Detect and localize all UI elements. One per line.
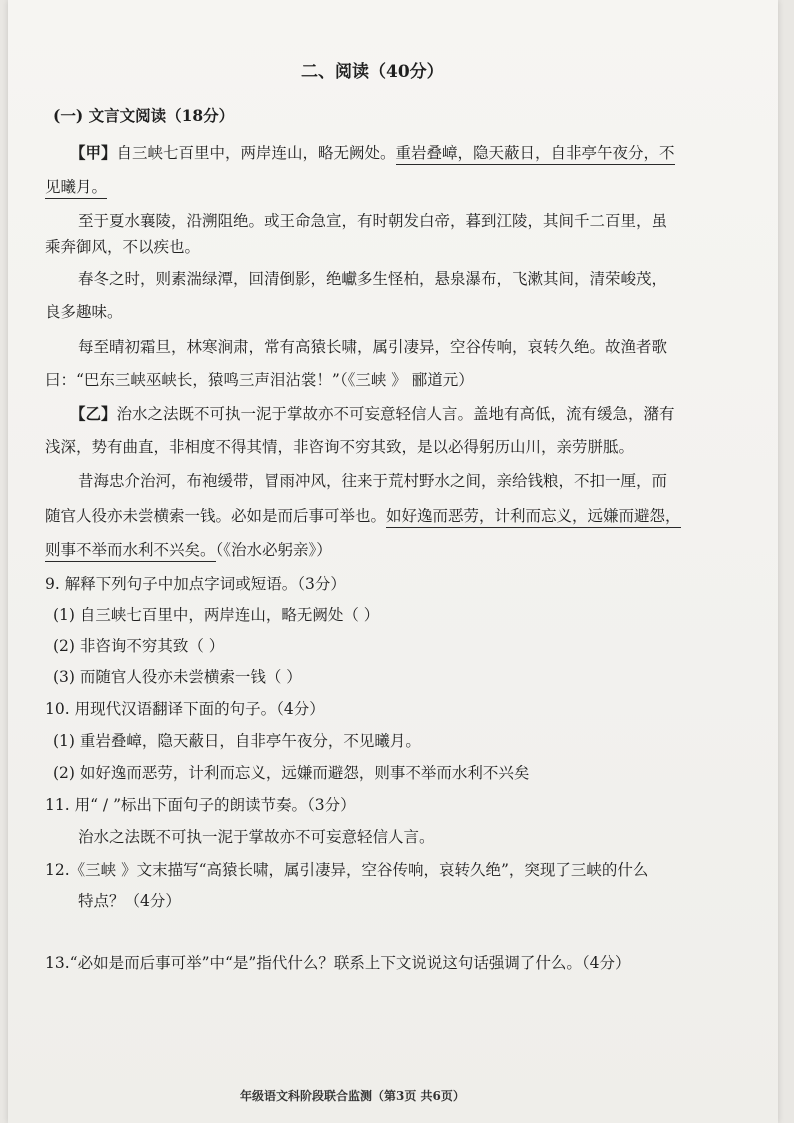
passage-b-tag: 【乙】 — [70, 404, 117, 423]
underlined-sentence-b: 如好逸而恶劳，计利而忘义，远嫌而避怨， — [386, 507, 681, 528]
question-9-2: (2) 非咨询不穷其致（ ） — [53, 637, 225, 655]
passage-a-tag: 【甲】 — [70, 143, 117, 162]
question-10: 10. 用现代汉语翻译下面的句子。（4分） — [45, 700, 325, 718]
passage-a-line-8: 曰：“巴东三峡巫峡长，猿鸣三声泪沾裳！”（《三峡 》 郦道元） — [45, 371, 474, 389]
passage-b-line-3: 昔海忠介治河，布袍缓带，冒雨冲风，往来于荒村野水之间，亲给钱粮，不扣一厘，而 — [78, 472, 668, 490]
passage-a-line-5: 春冬之时，则素湍绿潭，回清倒影，绝巘多生怪柏，悬泉瀑布，飞漱其间，清荣峻茂， — [78, 270, 668, 288]
question-13: 13.“必如是而后事可举”中“是”指代什么？联系上下文说说这句话强调了什么。（4分） — [45, 954, 631, 972]
question-9-3: (3) 而随官人役亦未尝横索一钱（ ） — [53, 668, 302, 686]
passage-a-line-6: 良多趣味。 — [45, 303, 123, 321]
question-10-2: (2) 如好逸而恶劳，计利而忘义，远嫌而避怨，则事不举而水利不兴矣 — [53, 764, 530, 782]
question-12-line-1: 12.《三峡 》文末描写“高猿长啸，属引凄异，空谷传响，哀转久绝”，突现了三峡的什么 — [45, 861, 649, 879]
passage-b-line-1: 【乙】治水之法既不可执一泥于掌故亦不可妄意轻信人言。盖地有高低，流有缓急，潴有 — [70, 404, 675, 423]
passage-b-line-5: 则事不举而水利不兴矣。（《治水必躬亲》） — [45, 543, 332, 559]
question-11: 11. 用“ / ”标出下面句子的朗读节奏。（3分） — [45, 796, 356, 814]
question-12-line-2: 特点？（4分） — [78, 892, 181, 910]
question-11-text: 治水之法既不可执一泥于掌故亦不可妄意轻信人言。 — [78, 828, 435, 846]
passage-a-line-7: 每至晴初霜旦，林寒涧肃，常有高猿长啸，属引凄异，空谷传响，哀转久绝。故渔者歌 — [78, 338, 668, 356]
part-title: (一) 文言文阅读（18分） — [53, 106, 235, 125]
passage-a-line-1: 【甲】自三峡七百里中，两岸连山，略无阙处。重岩叠嶂，隐天蔽日，自非亭午夜分，不 — [70, 145, 675, 162]
question-9: 9. 解释下列句子中加点字词或短语。（3分） — [45, 575, 346, 593]
passage-b-line-2: 浅深，势有曲直，非相度不得其情，非咨询不穷其致，是以必得躬历山川，亲劳胼胝。 — [45, 438, 635, 456]
passage-a-line-4: 乘奔御风，不以疾也。 — [45, 238, 201, 256]
underlined-sentence-a: 重岩叠嶂，隐天蔽日，自非亭午夜分，不 — [396, 144, 675, 165]
passage-b-line-4: 随官人役亦未尝横索一钱。必如是而后事可举也。如好逸而恶劳，计利而忘义，远嫌而避怨， — [45, 509, 681, 525]
passage-a-line-3: 至于夏水襄陵，沿溯阻绝。或王命急宣，有时朝发白帝，暮到江陵，其间千二百里，虽 — [78, 212, 668, 230]
question-10-1: (1) 重岩叠嶂，隐天蔽日，自非亭午夜分，不见曦月。 — [53, 732, 421, 750]
passage-a-line-2: 见曦月。 — [45, 180, 107, 196]
question-9-1: (1) 自三峡七百里中，两岸连山，略无阙处（ ） — [53, 606, 380, 624]
page-footer: 年级语文科阶段联合监测（第3页 共6页） — [240, 1089, 465, 1103]
passage-b-source: （《治水必躬亲》） — [215, 541, 332, 559]
section-title: 二、阅读（40分） — [301, 62, 444, 82]
exam-page — [8, 0, 778, 1123]
